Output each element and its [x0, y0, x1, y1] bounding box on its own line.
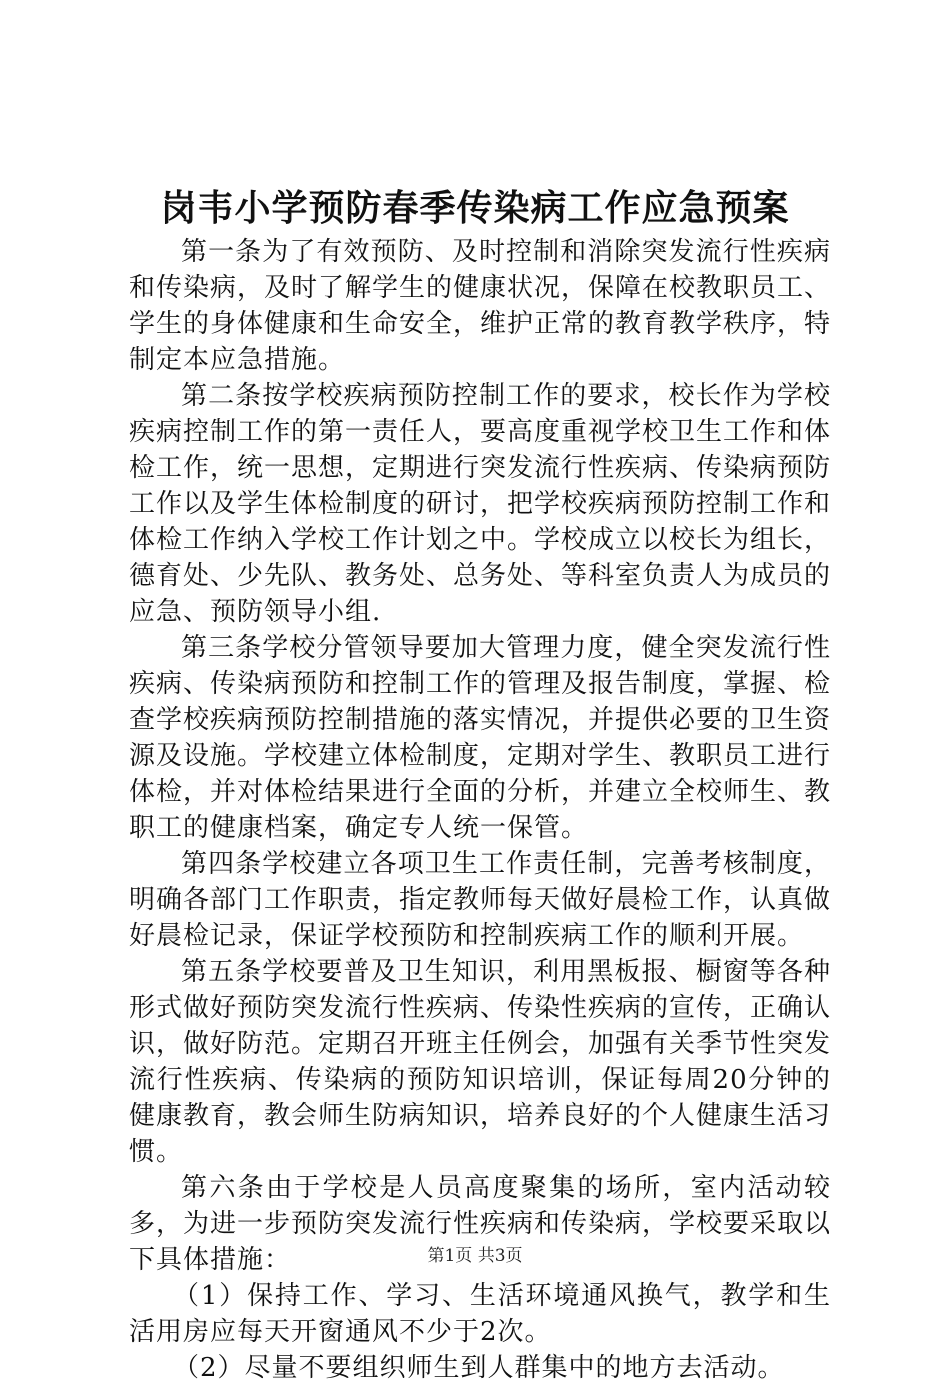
paragraph-article-6: 第六条由于学校是人员高度聚集的场所，室内活动较多，为进一步预防突发流行性疾病和传染病，学校要采取以下具体措施：	[129, 1173, 832, 1275]
paragraph-article-1: 第一条为了有效预防、及时控制和消除突发流行性疾病和传染病，及时了解学生的健康状况，保障在校教职员工、学生的身体健康和生命安全，维护正常的教育教学秩序，特制定本应急措施。	[129, 237, 832, 375]
paragraph-article-4: 第四条学校建立各项卫生工作责任制，完善考核制度，明确各部门工作职责，指定教师每天做好晨检工作，认真做好晨检记录，保证学校预防和控制疾病工作的顺利开展。	[129, 849, 832, 951]
page-number-footer: 第1页 共3页	[427, 1246, 523, 1266]
paragraph-article-2: 第二条按学校疾病预防控制工作的要求，校长作为学校疾病控制工作的第一责任人，要高度重视学校卫生工作和体检工作，统一思想，定期进行突发流行性疾病、传染病预防工作以及学生体检制度的研讨，把学校疾病预防控制工作和体检工作纳入学校工作计划之中。学校成立以校长为组长，德育处、少先队、教务处、总务处、等科室负责人为成员的应急、预防领导小组.	[129, 381, 832, 627]
document-title: 岗韦小学预防春季传染病工作应急预案	[160, 187, 790, 229]
paragraph-article-5: 第五条学校要普及卫生知识，利用黑板报、橱窗等各种形式做好预防突发流行性疾病、传染性疾病的宣传，正确认识，做好防范。定期召开班主任例会，加强有关季节性突发流行性疾病、传染病的预防知识培训，保证每周20分钟的健康教育，教会师生防病知识，培养良好的个人健康生活习惯。	[129, 957, 832, 1167]
paragraph-article-3: 第三条学校分管领导要加大管理力度，健全突发流行性疾病、传染病预防和控制工作的管理及报告制度，掌握、检查学校疾病预防控制措施的落实情况，并提供必要的卫生资源及设施。学校建立体检制度，定期对学生、教职员工进行体检，并对体检结果进行全面的分析，并建立全校师生、教职工的健康档案，确定专人统一保管。	[129, 633, 832, 843]
paragraph-measure-1: （1）保持工作、学习、生活环境通风换气，教学和生活用房应每天开窗通风不少于2次。	[129, 1281, 831, 1347]
paragraph-measure-2: （2）尽量不要组织师生到人群集中的地方去活动。	[173, 1353, 785, 1383]
document-body	[129, 234, 831, 1386]
